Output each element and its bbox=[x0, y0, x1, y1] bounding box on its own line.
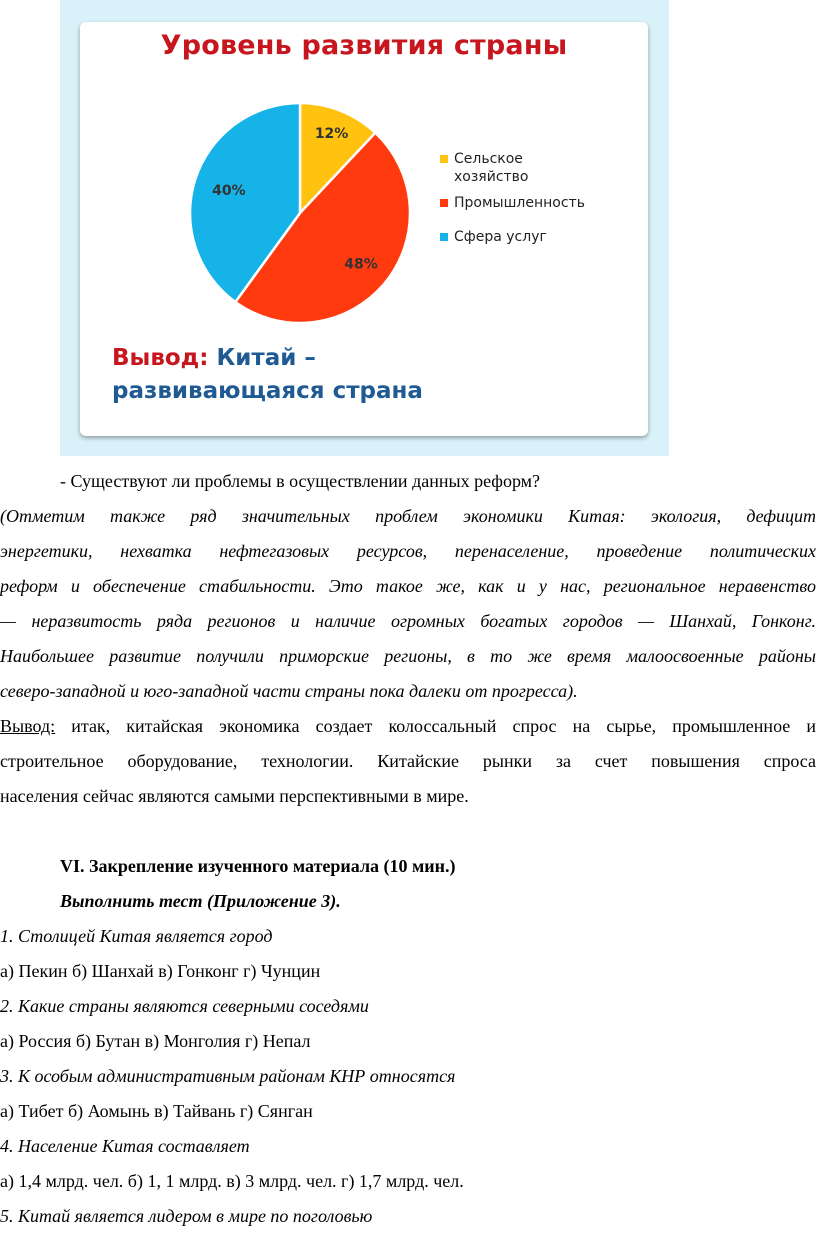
legend-label: Сельское bbox=[454, 151, 523, 167]
test-answers: а) Тибет б) Аомынь в) Тайвань г) Сянган bbox=[0, 1101, 313, 1121]
legend-item-services bbox=[440, 228, 585, 246]
legend-label: Промышленность bbox=[454, 195, 585, 211]
conclusion-label: Вывод: bbox=[0, 716, 56, 736]
text-line: энергетики, нехватка нефтегазовых ресурсов, перенаселение, проведение политических bbox=[0, 541, 816, 561]
test-answers: а) 1,4 млрд. чел. б) 1, 1 млрд. в) 3 млрд. чел. г) 1,7 млрд. чел. bbox=[0, 1171, 464, 1191]
slide-conclusion-text: развивающаяся страна bbox=[112, 378, 423, 404]
slide-title: Уровень развития страны bbox=[160, 30, 568, 61]
legend-label: Сфера услуг bbox=[454, 229, 547, 245]
test-answers: а) Россия б) Бутан в) Монголия г) Непал bbox=[0, 1031, 311, 1051]
legend-swatch-services bbox=[440, 233, 448, 241]
pie-label-industry: 48% bbox=[344, 256, 378, 273]
text-line: северо-западной и юго-западной части страны пока далеки от прогресса). bbox=[0, 681, 578, 701]
text-line: (Отметим также ряд значительных проблем экономики Китая: экология, дефицит bbox=[0, 506, 816, 526]
legend-swatch-agriculture bbox=[440, 155, 448, 163]
text-line: населения сейчас являются самыми перспективными в мире. bbox=[0, 786, 469, 806]
test-question: 5. Китай является лидером в мире по поголовью bbox=[0, 1206, 373, 1226]
slide-card bbox=[80, 22, 648, 436]
text-line: реформ и обеспечение стабильности. Это такое же, как и у нас, региональное неравенство bbox=[0, 576, 816, 596]
slide-conclusion bbox=[112, 342, 423, 408]
legend-swatch-industry bbox=[440, 199, 448, 207]
text-line bbox=[0, 709, 816, 744]
document-body bbox=[0, 464, 816, 814]
legend-label: хозяйство bbox=[454, 169, 529, 185]
test-question: 3. К особым административным районам КНР относятся bbox=[0, 1066, 456, 1086]
pie-label-services: 40% bbox=[212, 182, 246, 199]
test-title: Выполнить тест (Приложение 3). bbox=[60, 891, 341, 911]
slide-image bbox=[60, 0, 669, 456]
pie-label-agriculture: 12% bbox=[314, 126, 349, 143]
italic-paragraph bbox=[0, 499, 816, 709]
test-question: 4. Население Китая составляет bbox=[0, 1136, 250, 1156]
text-line: Наибольшее развитие получили приморские регионы, в то же время малоосвоенные районы bbox=[0, 646, 816, 666]
text-line-content: итак, китайская экономика создает колоссальный спрос на сырье, промышленное и bbox=[71, 716, 816, 736]
test-question: 2. Какие страны являются северными соседями bbox=[0, 996, 369, 1016]
slide-conclusion-text: Китай – bbox=[216, 345, 316, 371]
conclusion-paragraph bbox=[0, 709, 816, 814]
text-line: строительное оборудование, технологии. Китайские рынки за счет повышения спроса bbox=[0, 751, 816, 771]
chart-legend bbox=[440, 150, 585, 254]
slide-conclusion-label: Вывод: bbox=[112, 345, 209, 371]
text-line: — неразвитость ряда регионов и наличие огромных богатых городов — Шанхай, Гонконг. bbox=[0, 611, 816, 631]
test-question: 1. Столицей Китая является город bbox=[0, 926, 273, 946]
question-paragraph: - Существуют ли проблемы в осуществлении данных реформ? bbox=[60, 471, 541, 491]
legend-item-agriculture bbox=[440, 150, 544, 186]
test-section bbox=[0, 849, 816, 1234]
legend-item-industry bbox=[440, 194, 585, 212]
test-answers: а) Пекин б) Шанхай в) Гонконг г) Чунцин bbox=[0, 961, 321, 981]
section-title: VI. Закрепление изученного материала (10 мин.) bbox=[60, 856, 456, 876]
